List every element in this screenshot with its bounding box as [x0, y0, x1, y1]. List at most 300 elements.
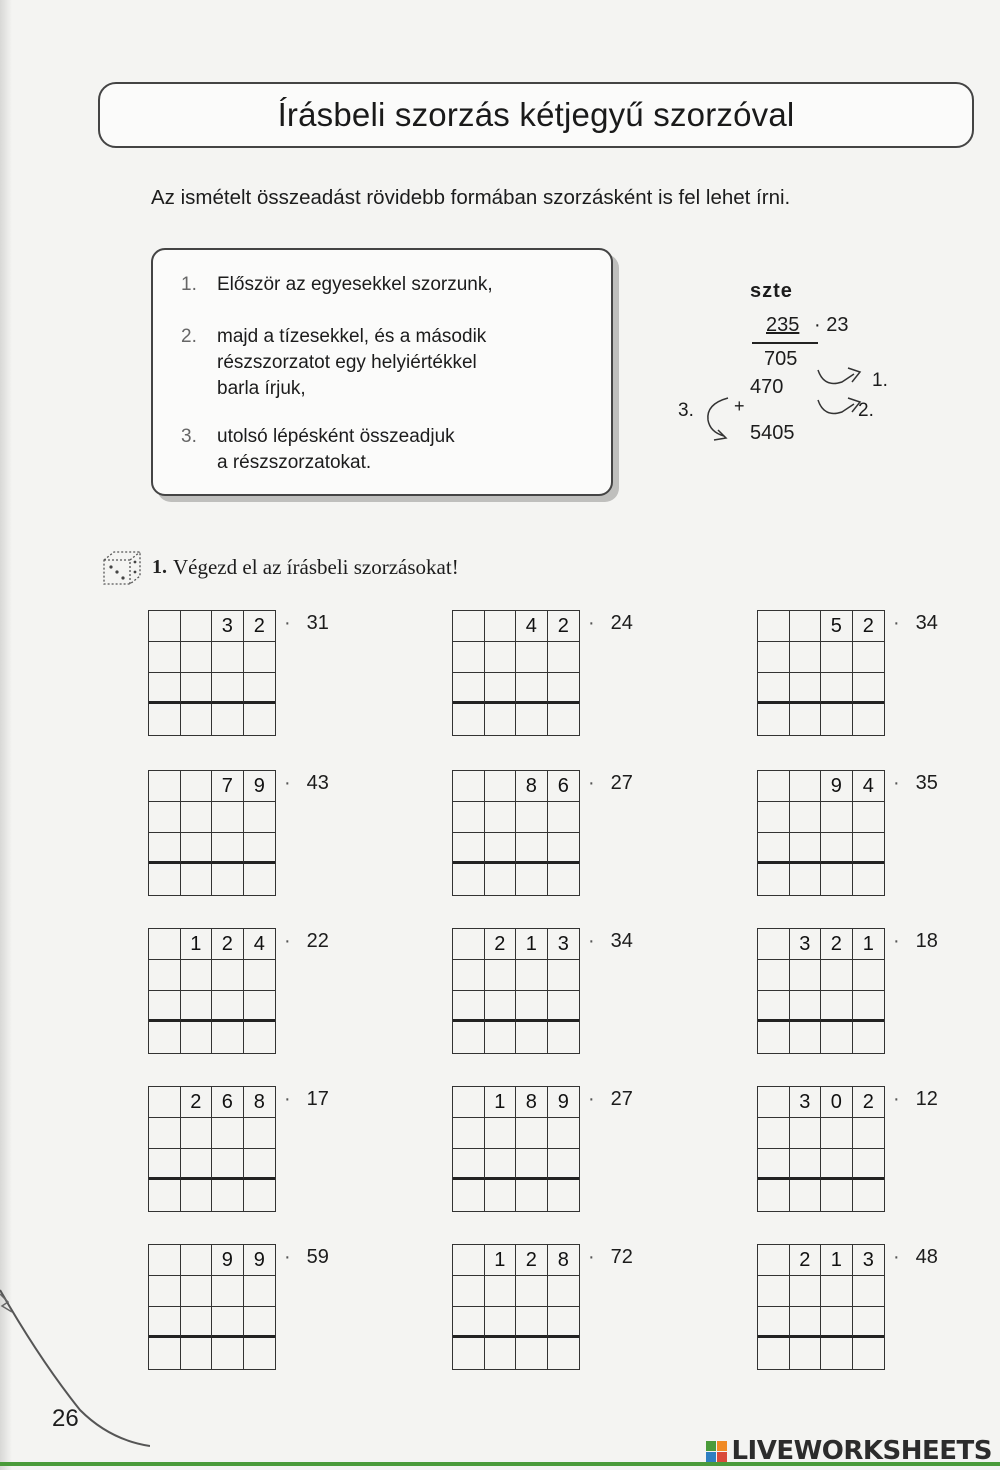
answer-cell[interactable]: [758, 1338, 790, 1369]
multiplicand-digit: [453, 611, 485, 642]
answer-cell[interactable]: [485, 704, 517, 735]
multiply-symbol: ·: [893, 1088, 900, 1110]
multiplicand-digit: 8: [516, 771, 548, 802]
answer-cell[interactable]: [853, 1118, 885, 1149]
answer-cell[interactable]: [758, 673, 790, 704]
multiplicand-digit: 4: [244, 929, 276, 960]
answer-cell[interactable]: [853, 1338, 885, 1369]
step-line: részszorzatot egy helyiértékkel: [217, 352, 477, 373]
multiplicand-digit: 9: [244, 771, 276, 802]
answer-cell[interactable]: [821, 1118, 853, 1149]
answer-cell[interactable]: [790, 864, 822, 895]
step-label-3: 3.: [678, 400, 694, 421]
multiply-symbol: ·: [284, 1246, 291, 1268]
answer-cell[interactable]: [790, 673, 822, 704]
answer-cell[interactable]: [485, 833, 517, 864]
multiplicand-digit: [790, 771, 822, 802]
answer-cell[interactable]: [181, 1276, 213, 1307]
answer-cell[interactable]: [790, 1149, 822, 1180]
answer-cell[interactable]: [149, 1149, 181, 1180]
answer-cell[interactable]: [149, 704, 181, 735]
answer-cell[interactable]: [516, 991, 548, 1022]
multiplier-value: 43: [306, 772, 329, 794]
answer-cell[interactable]: [548, 991, 580, 1022]
answer-cell[interactable]: [212, 1022, 244, 1053]
multiplicand-digit: 4: [516, 611, 548, 642]
answer-cell[interactable]: [853, 1307, 885, 1338]
answer-cell[interactable]: [212, 642, 244, 673]
step-label-1: 1.: [872, 370, 888, 391]
answer-cell[interactable]: [516, 704, 548, 735]
multiplicand-digit: 3: [853, 1245, 885, 1276]
answer-cell[interactable]: [212, 960, 244, 991]
answer-cell[interactable]: [790, 1276, 822, 1307]
step-line: majd a tízesekkel, és a második: [217, 326, 487, 347]
answer-cell[interactable]: [244, 704, 276, 735]
answer-cell[interactable]: [516, 1338, 548, 1369]
intro-text: Az ismételt összeadást rövidebb formában szorzásként is fel lehet írni.: [151, 186, 791, 209]
answer-cell[interactable]: [181, 864, 213, 895]
task-number: 1.: [152, 555, 167, 578]
step-1: [181, 272, 597, 298]
answer-cell[interactable]: [853, 642, 885, 673]
answer-cell[interactable]: [821, 1276, 853, 1307]
multiplicand-digit: [453, 929, 485, 960]
multiplier-label: [588, 1246, 633, 1269]
answer-cell[interactable]: [212, 991, 244, 1022]
answer-cell[interactable]: [485, 1307, 517, 1338]
answer-cell[interactable]: [516, 833, 548, 864]
answer-cell[interactable]: [516, 673, 548, 704]
answer-cell[interactable]: [149, 1180, 181, 1211]
answer-cell[interactable]: [181, 802, 213, 833]
answer-cell[interactable]: [244, 864, 276, 895]
answer-cell[interactable]: [853, 1022, 885, 1053]
multiply-symbol: ·: [588, 1246, 595, 1268]
answer-cell[interactable]: [212, 1118, 244, 1149]
answer-cell[interactable]: [821, 1307, 853, 1338]
answer-cell[interactable]: [821, 960, 853, 991]
answer-cell[interactable]: [758, 960, 790, 991]
answer-cell[interactable]: [244, 991, 276, 1022]
answer-cell[interactable]: [453, 802, 485, 833]
multiplicand-digit: [758, 1245, 790, 1276]
answer-cell[interactable]: [244, 1307, 276, 1338]
answer-cell[interactable]: [149, 991, 181, 1022]
answer-cell[interactable]: [149, 1276, 181, 1307]
answer-cell[interactable]: [758, 802, 790, 833]
answer-cell[interactable]: [821, 802, 853, 833]
multiplicand-digit: [485, 611, 517, 642]
answer-grid: [148, 770, 276, 896]
answer-cell[interactable]: [453, 1022, 485, 1053]
answer-cell[interactable]: [821, 642, 853, 673]
multiplicand-digit: [149, 771, 181, 802]
answer-cell[interactable]: [485, 1149, 517, 1180]
answer-grid: [452, 610, 580, 736]
multiplier-value: 22: [306, 930, 329, 952]
multiplier-value: 12: [915, 1088, 938, 1110]
answer-grid: [757, 1086, 885, 1212]
worked-example: [678, 280, 910, 460]
answer-grid: [452, 1244, 580, 1370]
answer-cell[interactable]: [758, 1022, 790, 1053]
multiplicand-digit: 1: [516, 929, 548, 960]
answer-cell[interactable]: [181, 1149, 213, 1180]
answer-cell[interactable]: [453, 960, 485, 991]
multiply-symbol: ·: [284, 1088, 291, 1110]
answer-cell[interactable]: [453, 1149, 485, 1180]
answer-cell[interactable]: [453, 1338, 485, 1369]
answer-cell[interactable]: [149, 1338, 181, 1369]
step-label-2: 2.: [858, 400, 874, 421]
multiplicand-digit: 2: [212, 929, 244, 960]
answer-grid: [452, 770, 580, 896]
answer-cell[interactable]: [244, 1180, 276, 1211]
multiplier-value: 18: [915, 930, 938, 952]
answer-cell[interactable]: [485, 991, 517, 1022]
answer-cell[interactable]: [758, 1307, 790, 1338]
answer-grid: [757, 928, 885, 1054]
answer-cell[interactable]: [821, 704, 853, 735]
answer-cell[interactable]: [212, 1149, 244, 1180]
multiplicand-digit: 3: [790, 1087, 822, 1118]
answer-grid: [148, 1086, 276, 1212]
multiplier-value: 59: [306, 1246, 329, 1268]
answer-cell[interactable]: [244, 642, 276, 673]
answer-cell[interactable]: [790, 1307, 822, 1338]
answer-cell[interactable]: [181, 673, 213, 704]
multiplier-value: 72: [610, 1246, 633, 1268]
step-line: Először az egyesekkel szorzunk,: [217, 274, 493, 295]
answer-cell[interactable]: [790, 704, 822, 735]
multiplicand-digit: 3: [790, 929, 822, 960]
answer-cell[interactable]: [244, 833, 276, 864]
multiplier-value: 17: [306, 1088, 329, 1110]
answer-cell[interactable]: [485, 642, 517, 673]
multiply-symbol: ·: [284, 930, 291, 952]
multiplier: · 23: [814, 314, 849, 336]
answer-cell[interactable]: [485, 673, 517, 704]
multiplicand-digit: [758, 1087, 790, 1118]
answer-cell[interactable]: [790, 833, 822, 864]
answer-cell[interactable]: [212, 673, 244, 704]
multiplicand-digit: 1: [853, 929, 885, 960]
dice-icon: [100, 548, 142, 586]
multiplicand-digit: 9: [244, 1245, 276, 1276]
answer-cell[interactable]: [853, 704, 885, 735]
answer-cell[interactable]: [453, 864, 485, 895]
multiplicand-digit: [758, 611, 790, 642]
answer-cell[interactable]: [516, 802, 548, 833]
multiplier-value: 24: [610, 612, 633, 634]
answer-cell[interactable]: [821, 1180, 853, 1211]
answer-cell[interactable]: [548, 673, 580, 704]
answer-cell[interactable]: [516, 1276, 548, 1307]
answer-cell[interactable]: [758, 1180, 790, 1211]
multiplicand-digit: 2: [516, 1245, 548, 1276]
answer-cell[interactable]: [244, 1022, 276, 1053]
answer-cell[interactable]: [149, 1022, 181, 1053]
answer-cell[interactable]: [244, 1118, 276, 1149]
answer-cell[interactable]: [548, 864, 580, 895]
multiplicand-digit: [758, 771, 790, 802]
answer-cell[interactable]: [853, 1149, 885, 1180]
answer-cell[interactable]: [548, 1180, 580, 1211]
answer-cell[interactable]: [516, 1118, 548, 1149]
curved-arrow-icon: [814, 392, 864, 422]
answer-cell[interactable]: [453, 1180, 485, 1211]
title-box: [98, 82, 974, 148]
multiplier-value: 34: [610, 930, 633, 952]
answer-cell[interactable]: [790, 991, 822, 1022]
answer-cell[interactable]: [758, 642, 790, 673]
answer-grid: [757, 770, 885, 896]
answer-cell[interactable]: [244, 802, 276, 833]
multiplier-label: [588, 930, 633, 953]
multiplicand-digit: 6: [548, 771, 580, 802]
answer-cell[interactable]: [212, 1180, 244, 1211]
answer-cell[interactable]: [516, 864, 548, 895]
answer-cell[interactable]: [149, 1118, 181, 1149]
answer-cell[interactable]: [853, 864, 885, 895]
answer-cell[interactable]: [548, 1338, 580, 1369]
answer-cell[interactable]: [790, 802, 822, 833]
answer-cell[interactable]: [181, 642, 213, 673]
answer-grid: [148, 928, 276, 1054]
multiplier-value: 34: [915, 612, 938, 634]
place-value-header: szte: [750, 280, 793, 302]
multiplicand-digit: 1: [181, 929, 213, 960]
answer-cell[interactable]: [485, 1180, 517, 1211]
answer-cell[interactable]: [212, 864, 244, 895]
multiplier-label: [893, 930, 938, 953]
answer-cell[interactable]: [516, 1307, 548, 1338]
answer-cell[interactable]: [758, 833, 790, 864]
answer-cell[interactable]: [485, 1022, 517, 1053]
answer-cell[interactable]: [758, 864, 790, 895]
multiplicand-digit: [149, 1087, 181, 1118]
multiplicand-digit: 9: [212, 1245, 244, 1276]
answer-cell[interactable]: [181, 991, 213, 1022]
answer-cell[interactable]: [548, 1276, 580, 1307]
multiplier-label: [588, 612, 633, 635]
answer-cell[interactable]: [516, 1180, 548, 1211]
answer-cell[interactable]: [758, 1276, 790, 1307]
answer-cell[interactable]: [212, 1276, 244, 1307]
answer-cell[interactable]: [516, 960, 548, 991]
multiplicand-digit: [758, 929, 790, 960]
step-text: [217, 424, 597, 476]
answer-cell[interactable]: [181, 960, 213, 991]
step-3: [181, 424, 597, 476]
answer-cell[interactable]: [853, 833, 885, 864]
multiplicand-digit: 3: [548, 929, 580, 960]
answer-cell[interactable]: [790, 1118, 822, 1149]
answer-cell[interactable]: [149, 642, 181, 673]
multiplicand-digit: 2: [853, 611, 885, 642]
answer-cell[interactable]: [853, 802, 885, 833]
brand-name: LIVEWORKSHEETS: [731, 1436, 992, 1466]
answer-cell[interactable]: [485, 864, 517, 895]
answer-cell[interactable]: [853, 960, 885, 991]
answer-cell[interactable]: [821, 864, 853, 895]
step-number: 3.: [181, 426, 197, 447]
answer-cell[interactable]: [790, 642, 822, 673]
answer-cell[interactable]: [548, 960, 580, 991]
brand-logo-icon: [706, 1441, 727, 1462]
answer-cell[interactable]: [548, 1022, 580, 1053]
answer-cell[interactable]: [758, 704, 790, 735]
multiplicand-digit: 9: [548, 1087, 580, 1118]
answer-cell[interactable]: [516, 1022, 548, 1053]
multiplicand-digit: 7: [212, 771, 244, 802]
answer-cell[interactable]: [485, 960, 517, 991]
step-number: 2.: [181, 326, 197, 347]
answer-cell[interactable]: [453, 642, 485, 673]
multiply-symbol: ·: [284, 612, 291, 634]
answer-cell[interactable]: [212, 802, 244, 833]
answer-cell[interactable]: [821, 1338, 853, 1369]
answer-cell[interactable]: [821, 833, 853, 864]
brand-watermark: [706, 1436, 992, 1466]
answer-cell[interactable]: [181, 1118, 213, 1149]
answer-cell[interactable]: [453, 991, 485, 1022]
multiply-symbol: ·: [588, 1088, 595, 1110]
answer-cell[interactable]: [244, 1338, 276, 1369]
task-instruction: Végezd el az írásbeli szorzásokat!: [173, 554, 459, 579]
multiplicand-digit: 2: [181, 1087, 213, 1118]
answer-cell[interactable]: [149, 802, 181, 833]
answer-cell[interactable]: [453, 1276, 485, 1307]
multiplicand-digit: 2: [821, 929, 853, 960]
answer-cell[interactable]: [149, 833, 181, 864]
multiplier-value: 48: [915, 1246, 938, 1268]
multiplicand-digit: [453, 1245, 485, 1276]
answer-cell[interactable]: [453, 704, 485, 735]
answer-grid: [452, 928, 580, 1054]
answer-cell[interactable]: [516, 642, 548, 673]
answer-cell[interactable]: [790, 960, 822, 991]
answer-cell[interactable]: [149, 673, 181, 704]
step-2: [181, 324, 597, 402]
partial-product-2: 470: [750, 376, 784, 398]
answer-cell[interactable]: [548, 704, 580, 735]
answer-cell[interactable]: [790, 1180, 822, 1211]
multiply-symbol: ·: [588, 612, 595, 634]
answer-cell[interactable]: [790, 1338, 822, 1369]
multiplicand-digit: 2: [548, 611, 580, 642]
answer-cell[interactable]: [821, 1149, 853, 1180]
answer-cell[interactable]: [516, 1149, 548, 1180]
step-line: barla írjuk,: [217, 378, 306, 399]
answer-cell[interactable]: [453, 673, 485, 704]
answer-cell[interactable]: [548, 1118, 580, 1149]
multiplicand-digit: 2: [485, 929, 517, 960]
answer-cell[interactable]: [853, 1276, 885, 1307]
answer-cell[interactable]: [244, 1276, 276, 1307]
multiply-symbol: ·: [588, 930, 595, 952]
answer-cell[interactable]: [821, 673, 853, 704]
answer-cell[interactable]: [548, 833, 580, 864]
answer-cell[interactable]: [181, 704, 213, 735]
answer-cell[interactable]: [853, 991, 885, 1022]
step-text: [217, 324, 597, 402]
answer-cell[interactable]: [790, 1022, 822, 1053]
multiplicand-digit: 4: [853, 771, 885, 802]
multiplicand-digit: 0: [821, 1087, 853, 1118]
answer-cell[interactable]: [244, 673, 276, 704]
answer-cell[interactable]: [149, 864, 181, 895]
answer-cell[interactable]: [212, 833, 244, 864]
multiplicand-digit: [149, 929, 181, 960]
multiplicand-digit: [181, 1245, 213, 1276]
answer-cell[interactable]: [485, 1118, 517, 1149]
multiplicand-digit: 6: [212, 1087, 244, 1118]
multiplier-label: [284, 1246, 329, 1269]
answer-cell[interactable]: [485, 802, 517, 833]
answer-cell[interactable]: [212, 704, 244, 735]
answer-cell[interactable]: [548, 1307, 580, 1338]
multiplicand-digit: 8: [244, 1087, 276, 1118]
answer-cell[interactable]: [548, 802, 580, 833]
answer-cell[interactable]: [181, 1022, 213, 1053]
answer-cell[interactable]: [181, 1307, 213, 1338]
step-number: 1.: [181, 274, 197, 295]
answer-grid: [452, 1086, 580, 1212]
answer-cell[interactable]: [181, 833, 213, 864]
answer-cell[interactable]: [758, 1118, 790, 1149]
multiplicand-digit: [149, 611, 181, 642]
answer-cell[interactable]: [212, 1338, 244, 1369]
step-line: utolsó lépésként összeadjuk: [217, 426, 455, 447]
answer-cell[interactable]: [758, 991, 790, 1022]
page-edge: [0, 0, 12, 1470]
answer-cell[interactable]: [244, 1149, 276, 1180]
step-line: a részszorzatokat.: [217, 452, 372, 473]
answer-cell[interactable]: [149, 1307, 181, 1338]
answer-cell[interactable]: [548, 642, 580, 673]
answer-cell[interactable]: [548, 1149, 580, 1180]
answer-cell[interactable]: [181, 1180, 213, 1211]
answer-cell[interactable]: [485, 1276, 517, 1307]
answer-cell[interactable]: [453, 1307, 485, 1338]
multiplicand-digit: 1: [485, 1245, 517, 1276]
multiplier-value: 27: [610, 772, 633, 794]
answer-cell[interactable]: [181, 1338, 213, 1369]
multiplicand-digit: 3: [212, 611, 244, 642]
result-line: [752, 342, 818, 344]
answer-cell[interactable]: [853, 673, 885, 704]
multiply-symbol: ·: [893, 930, 900, 952]
answer-cell[interactable]: [821, 991, 853, 1022]
answer-cell[interactable]: [149, 960, 181, 991]
multiplier-label: [588, 1088, 633, 1111]
curved-arrow-icon: [814, 362, 864, 392]
answer-cell[interactable]: [821, 1022, 853, 1053]
answer-cell[interactable]: [453, 1118, 485, 1149]
answer-cell[interactable]: [485, 1338, 517, 1369]
answer-cell[interactable]: [758, 1149, 790, 1180]
answer-cell[interactable]: [853, 1180, 885, 1211]
multiplicand-digit: 2: [244, 611, 276, 642]
answer-cell[interactable]: [212, 1307, 244, 1338]
answer-cell[interactable]: [244, 960, 276, 991]
answer-cell[interactable]: [453, 833, 485, 864]
task-header: [100, 548, 459, 586]
multiplier-label: [284, 612, 329, 635]
multiply-symbol: ·: [588, 772, 595, 794]
